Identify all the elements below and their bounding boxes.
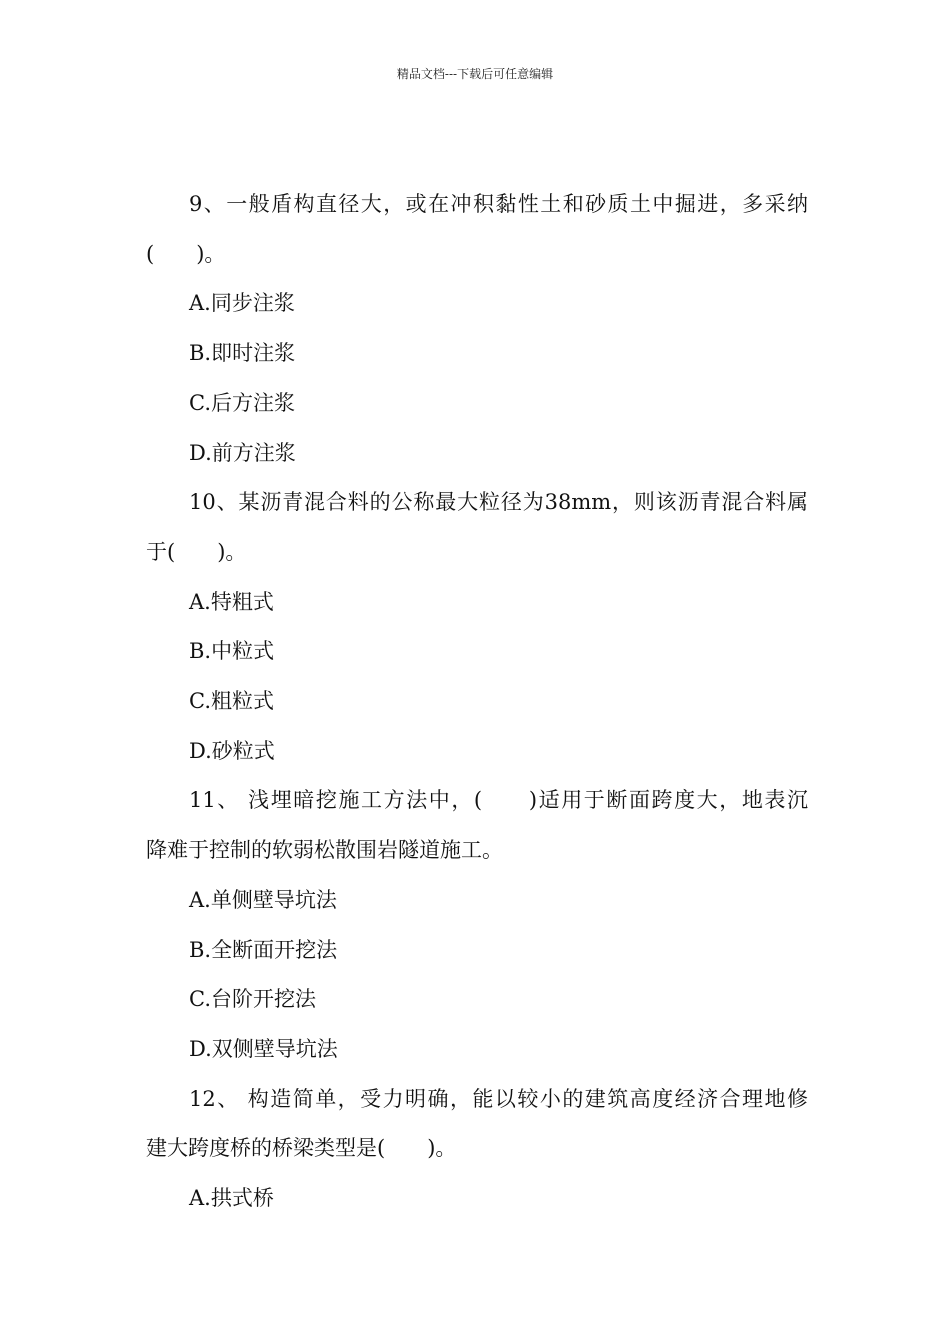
option-c: C.后方注浆 <box>189 390 295 415</box>
question-9 <box>146 180 808 478</box>
question-stem-continuation: 建大跨度桥的桥梁类型是( )。 <box>146 1136 457 1161</box>
question-stem-continuation: 于( )。 <box>146 539 247 564</box>
document-body <box>146 180 808 1224</box>
option-a: A.特粗式 <box>189 589 274 614</box>
question-12 <box>146 1075 808 1224</box>
question-11 <box>146 776 808 1074</box>
question-stem: 11、 浅埋暗挖施工方法中，( )适用于断面跨度大，地表沉 <box>189 788 808 813</box>
question-10 <box>146 478 808 776</box>
option-b: B.全断面开挖法 <box>189 937 338 962</box>
option-b: B.即时注浆 <box>189 341 296 366</box>
option-d: D.双侧壁导坑法 <box>189 1036 338 1061</box>
option-b: B.中粒式 <box>189 639 275 664</box>
option-c: C.粗粒式 <box>189 689 274 714</box>
option-d: D.砂粒式 <box>189 738 275 763</box>
option-a: A.同步注浆 <box>189 291 295 316</box>
question-stem: 12、 构造简单，受力明确，能以较小的建筑高度经济合理地修 <box>189 1086 808 1111</box>
option-a: A.拱式桥 <box>189 1186 274 1211</box>
option-a: A.单侧壁导坑法 <box>189 887 337 912</box>
question-stem: 10、某沥青混合料的公称最大粒径为38mm，则该沥青混合料属 <box>189 490 808 515</box>
question-stem-continuation: 降难于控制的软弱松散围岩隧道施工。 <box>146 838 503 863</box>
option-c: C.台阶开挖法 <box>189 987 316 1012</box>
question-stem: 9、一般盾构直径大，或在冲积黏性土和砂质土中掘进，多采纳 <box>189 192 808 216</box>
option-d: D.前方注浆 <box>189 440 296 465</box>
question-stem-continuation: ( )。 <box>146 241 226 266</box>
page-header: 精品文档---下载后可任意编辑 <box>396 67 554 81</box>
